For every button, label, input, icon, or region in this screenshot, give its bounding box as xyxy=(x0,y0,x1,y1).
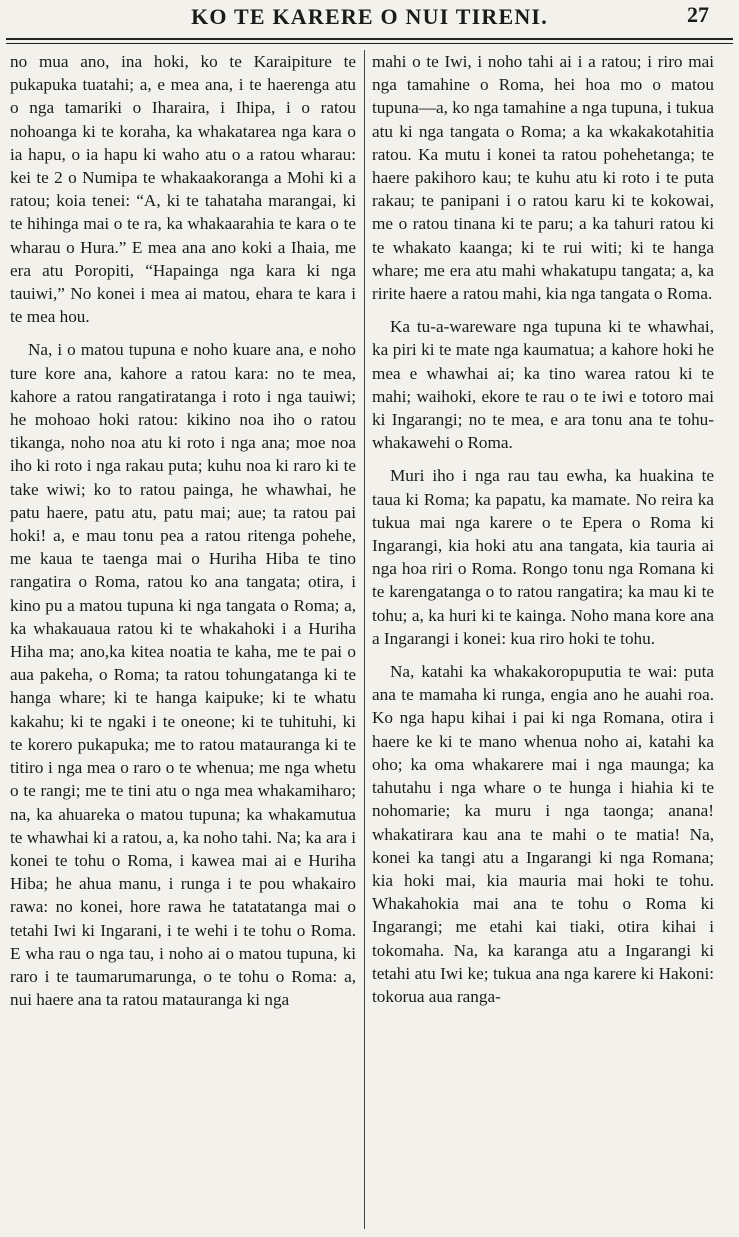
page-header xyxy=(0,0,739,40)
page-number: 27 xyxy=(687,2,709,27)
left-paragraph-2: Na, i o matou tupuna e noho kuare ana, e noho ture kore ana, kahore a ratou kara: no te mea, kahore a ratou rangatiratanga i roto i nga tauiwi; he mohoao hoki ratou: kikino noa iho o ratou tikanga, noho noa atu ki roto i nga ana; moe noa iho ki roto i nga rakau puta; kuhu noa ki raro ki te take wiwi; ko to ratou painga, he whawhai, he patu haere, patu atu, patu mai; aue; ta ratou pai hoki! a, e mau tonu pea a ratou ritenga pohehe, me kaua te taenga mai o Huriha Hiba te tino rangatira o Roma, ratou ko ana tangata; otira, i kino pu a matou tupuna ki nga tangata o Roma; a, ka whakauaua ratou ki te whakahoki i a Huriha Hiha ma; ano,ka kitea noatia te kaha, me te pai o aua pakeha, o Roma; ta ratou tohungatanga ki te hanga whare; ki te hanga kaipuke; ki te whatu kakahu; ki te ngaki i te oneone; ki te tuhituhi, ki te korero pukapuka; me to ratou matauranga ki te titiro i nga mea o raro o te whenua; me nga whetu o te rangi; me te tini atu o nga mea whakamiharo; na, ka ahuareka o matou tupuna; ka whakamutua te whawhai ki a ratou, a, ka noho tahi. Na; ka ara i konei te tohu o Roma, i kawea mai ai e Huriha Hiba; he ahua manu, i runga i te pou whakairo rawa: no konei, hore rawa he tatatatanga mai o tetahi Iwi ki Ingarani, i te wehi i te tohu o Roma. E wha rau o nga tau, i noho ai o matou tupuna, ki raro i te taumarumarunga, o te tohu o Roma: a, nui haere ana ta ratou matauranga ki nga xyxy=(10,340,356,1010)
right-paragraph-1: mahi o te Iwi, i noho tahi ai i a ratou; i riro mai nga tamahine o Roma, hei hoa mo o matou tupuna—a, ko nga tamahine a nga tupuna, i tukua atu ki nga tangata o Roma; a ka wkakakotahitia ratou. Ka mutu i konei ta ratou pohehetanga; te haere pakihoro kau; te kuhu atu ki roto i te puta rakau; te panipani i o ratou karu ki te kokowai, me o ratou tinana ki te paru; a ka tahuri ratou ki te whakato kaanga; ki te rui witi; ki te hanga whare; me era atu mahi whakatupu tangata; a, ka ririte haere a ratou mahi, kia nga tangata o Roma. xyxy=(372,52,714,304)
right-paragraph-2: Ka tu-a-wareware nga tupuna ki te whawhai, ka piri ki te mate nga kaumatua; a kahore hoki he mea e whawhai ai; ka tino warea ratou ki te mahi; waihoki, ekore te rau o te iwi e totoro mai ki Ingarangi; no te mea, e ara tonu ana te tohu-whakawehi o Roma. xyxy=(372,317,714,453)
left-column xyxy=(10,50,356,1229)
column-divider xyxy=(364,50,365,1229)
left-paragraph-1: no mua ano, ina hoki, ko te Karaipiture te pukapuka tuatahi; a, e mea ana, i te haerenga atu o nga tamariki o Iharaira, i Ihipa, i o ratou nohoanga ki te koraha, ka whakatarea nga kara o ia hapu, o ia hapu ki waho atu o a ratou wharau: kei te 2 o Numipa te whakaakoranga a Mohi ki a ratou; koia tenei: “A, ki te tahataha marangai, ki te hihinga mai o te ra, ka whakaarahia te kara o te wharau o Hura.” E mea ana ano koki a Ihaia, me era atu Poropiti, “Hapainga nga kara ki nga tauiwi,” No konei i mea ai matou, ehara te kara i te mea hou. xyxy=(10,52,356,327)
page-title: KO TE KARERE O NUI TIRENI. xyxy=(191,4,548,29)
right-paragraph-4: Na, katahi ka whakakoropuputia te wai: puta ana te mamaha ki runga, engia ano he auahi roa. Ko nga hapu kihai i pai ki nga Romana, otira i haere ke ki te mano whenua noho ai, katahi ka oho; ka oma whakarere mai i nga maunga; ka tahutahu i nga whare o te hunga i hiahia ki te nohomarie; ka muru i nga taonga; anana! whakatirara kau ana te mahi o te matia! Na, konei ka tangi atu a Ingarangi ki nga Romana; kia hoki mai, kia mauria mai hoki te tohu. Whakahokia mai ana te tohu o Roma ki Ingarangi; me etahi kai tiaki, otira kihai i tokomaha. Na, ka karanga atu a Ingarangi ki tetahi atu Iwi ke; tukua ana nga karere ki Hakoni: tokorua aua ranga- xyxy=(372,662,714,1006)
header-rule xyxy=(6,38,733,44)
right-paragraph-3: Muri iho i nga rau tau ewha, ka huakina te taua ki Roma; ka papatu, ka mamate. No reira ka tukua mai nga karere o te Epera o Roma ki Ingarangi, kia hoki atu ana tangata, kia tauria ai nga hoa riri o Roma. Rongo tonu nga Romana ki te karengatanga o to ratou rangatira; ka mau ki te tohu; a, ka huri ki te kainga. Noho mana kore ana a Ingarangi i konei: kua riro hoki te tohu. xyxy=(372,466,714,648)
right-column xyxy=(372,50,714,1229)
